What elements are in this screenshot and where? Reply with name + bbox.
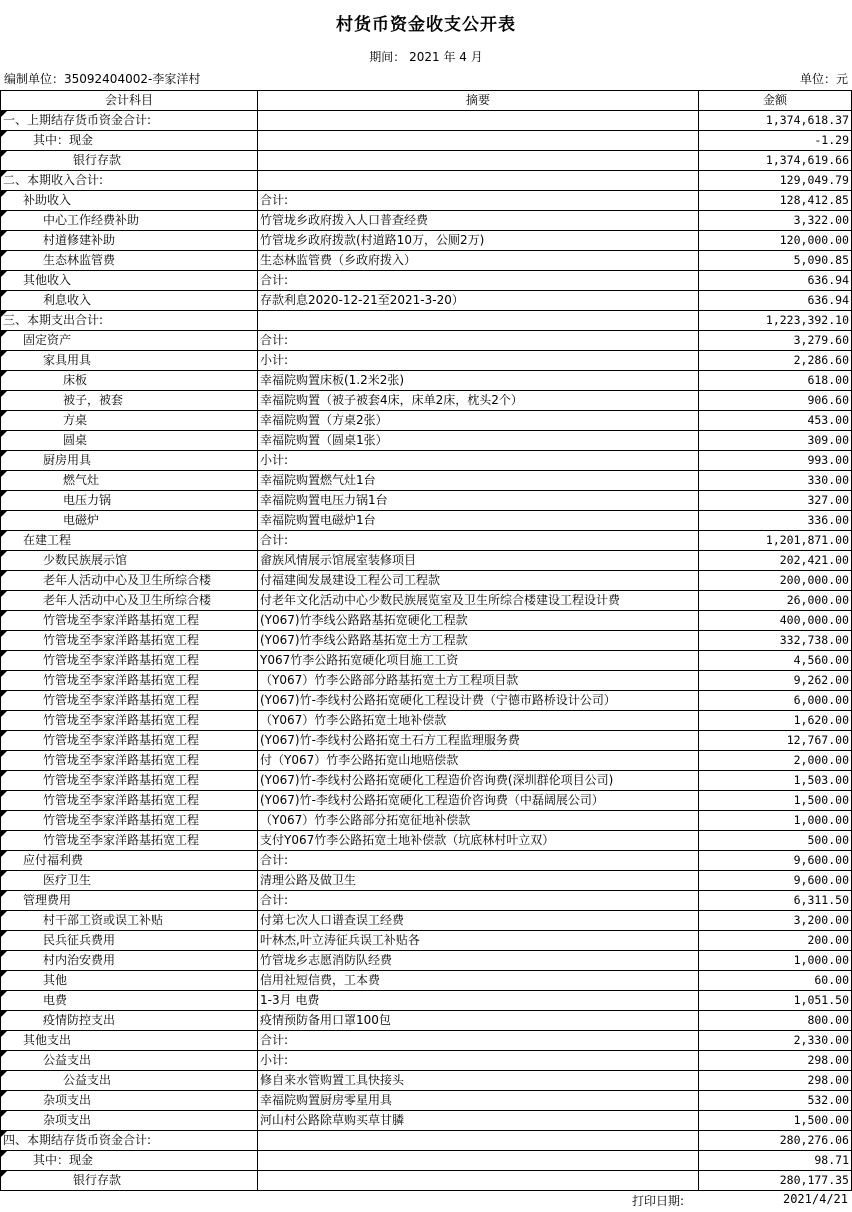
amount-cell: 336.00 xyxy=(699,511,852,531)
amount-cell: 1,500.00 xyxy=(699,1111,852,1131)
table-row xyxy=(1,491,852,511)
account-cell: 生态林监管费 xyxy=(1,251,258,271)
amount-cell: 2,000.00 xyxy=(699,751,852,771)
table-row xyxy=(1,1091,852,1111)
summary-cell: 小计: xyxy=(258,1051,699,1071)
table-row xyxy=(1,611,852,631)
summary-cell: 竹管垅乡政府拨入人口普查经费 xyxy=(258,211,699,231)
amount-cell: 200,000.00 xyxy=(699,571,852,591)
account-cell: 四、本期结存货币资金合计: xyxy=(1,1131,258,1151)
account-cell: 医疗卫生 xyxy=(1,871,258,891)
summary-cell: 竹管垅乡政府拨款(村道路10万，公厕2万) xyxy=(258,231,699,251)
table-row xyxy=(1,451,852,471)
amount-cell: 1,000.00 xyxy=(699,951,852,971)
table-row xyxy=(1,711,852,731)
summary-cell: 幸福院购置电压力锅1台 xyxy=(258,491,699,511)
amount-cell: 280,177.35 xyxy=(699,1171,852,1191)
account-cell: 燃气灶 xyxy=(1,471,258,491)
summary-cell: 疫情预防备用口罩100包 xyxy=(258,1011,699,1031)
table-row xyxy=(1,131,852,151)
amount-cell: 1,223,392.10 xyxy=(699,311,852,331)
table-row xyxy=(1,391,852,411)
summary-cell: 付（Y067）竹李公路拓宽山地赔偿款 xyxy=(258,751,699,771)
amount-cell: 1,201,871.00 xyxy=(699,531,852,551)
table-row xyxy=(1,951,852,971)
compiling-unit: 编制单位：35092404002-李家洋村 xyxy=(4,72,201,86)
table-row xyxy=(1,631,852,651)
summary-cell: Y067竹李公路拓宽硬化项目施工工资 xyxy=(258,651,699,671)
print-date: 2021/4/21 xyxy=(782,1192,848,1206)
summary-cell: 幸福院购置（方桌2张） xyxy=(258,411,699,431)
amount-cell: 3,200.00 xyxy=(699,911,852,931)
amount-cell: 129,049.79 xyxy=(699,171,852,191)
table-row xyxy=(1,1131,852,1151)
account-cell: 杂项支出 xyxy=(1,1111,258,1131)
account-cell: 老年人活动中心及卫生所综合楼 xyxy=(1,591,258,611)
table-row xyxy=(1,851,852,871)
account-cell: 老年人活动中心及卫生所综合楼 xyxy=(1,571,258,591)
amount-cell: 400,000.00 xyxy=(699,611,852,631)
account-cell: 竹管垅至李家洋路基拓宽工程 xyxy=(1,691,258,711)
table-row xyxy=(1,191,852,211)
amount-cell: 453.00 xyxy=(699,411,852,431)
summary-cell: (Y067)竹-李线村公路拓宽土石方工程监理服务费 xyxy=(258,731,699,751)
summary-cell: (Y067)竹-李线村公路拓宽硬化工程造价咨询费（中磊阔展公司） xyxy=(258,791,699,811)
account-cell: 床板 xyxy=(1,371,258,391)
amount-cell: 1,503.00 xyxy=(699,771,852,791)
table-row xyxy=(1,591,852,611)
account-cell: 竹管垅至李家洋路基拓宽工程 xyxy=(1,791,258,811)
amount-cell: 1,051.50 xyxy=(699,991,852,1011)
table-row xyxy=(1,271,852,291)
account-cell: 其中：现金 xyxy=(1,1151,258,1171)
summary-cell xyxy=(258,1131,699,1151)
amount-cell: 906.60 xyxy=(699,391,852,411)
summary-cell: 合计: xyxy=(258,851,699,871)
account-cell: 三、本期支出合计: xyxy=(1,311,258,331)
summary-cell xyxy=(258,1151,699,1171)
table-row xyxy=(1,171,852,191)
summary-cell: 幸福院购置厨房零星用具 xyxy=(258,1091,699,1111)
table-row xyxy=(1,811,852,831)
account-cell: 补助收入 xyxy=(1,191,258,211)
amount-cell: 636.94 xyxy=(699,291,852,311)
table-row xyxy=(1,471,852,491)
table-row xyxy=(1,651,852,671)
table-row xyxy=(1,1151,852,1171)
table-row xyxy=(1,1171,852,1191)
amount-cell: 618.00 xyxy=(699,371,852,391)
amount-cell: 330.00 xyxy=(699,471,852,491)
table-row xyxy=(1,431,852,451)
table-row xyxy=(1,931,852,951)
account-cell: 其他 xyxy=(1,971,258,991)
table-row xyxy=(1,411,852,431)
table-row xyxy=(1,531,852,551)
currency-unit: 单位：元 xyxy=(799,72,848,86)
summary-cell: 河山村公路除草购买草甘膦 xyxy=(258,1111,699,1131)
table-row xyxy=(1,691,852,711)
table-row xyxy=(1,1111,852,1131)
account-cell: 竹管垅至李家洋路基拓宽工程 xyxy=(1,751,258,771)
account-cell: 村干部工资或误工补贴 xyxy=(1,911,258,931)
account-cell: 应付福利费 xyxy=(1,851,258,871)
table-row xyxy=(1,231,852,251)
amount-cell: 280,276.06 xyxy=(699,1131,852,1151)
amount-cell: 1,374,619.66 xyxy=(699,151,852,171)
account-cell: 管理费用 xyxy=(1,891,258,911)
summary-cell: 幸福院购置电磁炉1台 xyxy=(258,511,699,531)
amount-cell: 309.00 xyxy=(699,431,852,451)
account-cell: 竹管垅至李家洋路基拓宽工程 xyxy=(1,671,258,691)
account-cell: 在建工程 xyxy=(1,531,258,551)
amount-cell: 327.00 xyxy=(699,491,852,511)
print-date-label: 打印日期: xyxy=(632,1194,685,1208)
account-cell: 竹管垅至李家洋路基拓宽工程 xyxy=(1,811,258,831)
table-row xyxy=(1,911,852,931)
table-row xyxy=(1,751,852,771)
table-row xyxy=(1,211,852,231)
account-cell: 竹管垅至李家洋路基拓宽工程 xyxy=(1,651,258,671)
summary-cell: 合计: xyxy=(258,531,699,551)
table-row xyxy=(1,1031,852,1051)
summary-cell xyxy=(258,311,699,331)
summary-cell: 合计: xyxy=(258,191,699,211)
amount-cell: 120,000.00 xyxy=(699,231,852,251)
account-cell: 村内治安费用 xyxy=(1,951,258,971)
table-row xyxy=(1,671,852,691)
account-cell: 一、上期结存货币资金合计: xyxy=(1,111,258,131)
account-cell: 公益支出 xyxy=(1,1071,258,1091)
summary-cell: (Y067)竹李线公路路基拓宽土方工程款 xyxy=(258,631,699,651)
account-cell: 竹管垅至李家洋路基拓宽工程 xyxy=(1,611,258,631)
summary-cell: 付福建闽发晟建设工程公司工程款 xyxy=(258,571,699,591)
table-row xyxy=(1,511,852,531)
amount-cell: 993.00 xyxy=(699,451,852,471)
amount-cell: 9,262.00 xyxy=(699,671,852,691)
summary-cell xyxy=(258,131,699,151)
account-cell: 其中：现金 xyxy=(1,131,258,151)
table-row xyxy=(1,571,852,591)
amount-cell: 60.00 xyxy=(699,971,852,991)
account-cell: 家具用具 xyxy=(1,351,258,371)
account-cell: 厨房用具 xyxy=(1,451,258,471)
amount-cell: 26,000.00 xyxy=(699,591,852,611)
account-cell: 利息收入 xyxy=(1,291,258,311)
account-cell: 公益支出 xyxy=(1,1051,258,1071)
table-row xyxy=(1,871,852,891)
summary-cell xyxy=(258,171,699,191)
amount-cell: 6,000.00 xyxy=(699,691,852,711)
report-title: 村货币资金收支公开表 xyxy=(336,15,516,35)
account-cell: 竹管垅至李家洋路基拓宽工程 xyxy=(1,631,258,651)
account-cell: 杂项支出 xyxy=(1,1091,258,1111)
amount-cell: 1,000.00 xyxy=(699,811,852,831)
amount-cell: 200.00 xyxy=(699,931,852,951)
account-cell: 电压力锅 xyxy=(1,491,258,511)
summary-cell: 幸福院购置燃气灶1台 xyxy=(258,471,699,491)
table-row xyxy=(1,331,852,351)
amount-cell: -1.29 xyxy=(699,131,852,151)
ledger-table xyxy=(0,90,852,1191)
summary-cell: 小计: xyxy=(258,451,699,471)
amount-cell: 3,322.00 xyxy=(699,211,852,231)
account-cell: 方桌 xyxy=(1,411,258,431)
amount-cell: 532.00 xyxy=(699,1091,852,1111)
account-cell: 银行存款 xyxy=(1,1171,258,1191)
summary-cell xyxy=(258,111,699,131)
summary-cell xyxy=(258,151,699,171)
summary-cell: 合计: xyxy=(258,1031,699,1051)
summary-cell: 付第七次人口谱查误工经费 xyxy=(258,911,699,931)
summary-cell: (Y067)竹-李线村公路拓宽硬化工程造价咨询费(深圳群伦项目公司) xyxy=(258,771,699,791)
table-row xyxy=(1,551,852,571)
summary-cell: （Y067）竹李公路部分路基拓宽土方工程项目款 xyxy=(258,671,699,691)
summary-cell xyxy=(258,1171,699,1191)
amount-cell: 4,560.00 xyxy=(699,651,852,671)
summary-cell: （Y067）竹李公路拓宽土地补偿款 xyxy=(258,711,699,731)
account-cell: 被子，被套 xyxy=(1,391,258,411)
summary-cell: 生态林监管费（乡政府拨入） xyxy=(258,251,699,271)
account-cell: 固定资产 xyxy=(1,331,258,351)
amount-cell: 1,374,618.37 xyxy=(699,111,852,131)
header-summary: 摘要 xyxy=(258,91,699,111)
amount-cell: 3,279.60 xyxy=(699,331,852,351)
amount-cell: 9,600.00 xyxy=(699,851,852,871)
table-header-row xyxy=(1,91,852,111)
table-row xyxy=(1,831,852,851)
header-account: 会计科目 xyxy=(1,91,258,111)
summary-cell: 小计: xyxy=(258,351,699,371)
summary-cell: 竹管垅乡志愿消防队经费 xyxy=(258,951,699,971)
summary-cell: 叶林杰,叶立涛征兵误工补贴各 xyxy=(258,931,699,951)
amount-cell: 1,500.00 xyxy=(699,791,852,811)
account-cell: 竹管垅至李家洋路基拓宽工程 xyxy=(1,831,258,851)
amount-cell: 1,620.00 xyxy=(699,711,852,731)
table-row xyxy=(1,371,852,391)
table-row xyxy=(1,151,852,171)
summary-cell: 付老年文化活动中心少数民族展览室及卫生所综合楼建设工程设计费 xyxy=(258,591,699,611)
table-row xyxy=(1,251,852,271)
amount-cell: 298.00 xyxy=(699,1051,852,1071)
amount-cell: 800.00 xyxy=(699,1011,852,1031)
account-cell: 中心工作经费补助 xyxy=(1,211,258,231)
account-cell: 圆桌 xyxy=(1,431,258,451)
header-amount: 金额 xyxy=(699,91,852,111)
amount-cell: 12,767.00 xyxy=(699,731,852,751)
summary-cell: （Y067）竹李公路部分拓宽征地补偿款 xyxy=(258,811,699,831)
amount-cell: 298.00 xyxy=(699,1071,852,1091)
account-cell: 其他收入 xyxy=(1,271,258,291)
account-cell: 电磁炉 xyxy=(1,511,258,531)
account-cell: 民兵征兵费用 xyxy=(1,931,258,951)
table-row xyxy=(1,311,852,331)
amount-cell: 500.00 xyxy=(699,831,852,851)
account-cell: 少数民族展示馆 xyxy=(1,551,258,571)
account-cell: 电费 xyxy=(1,991,258,1011)
table-row xyxy=(1,891,852,911)
summary-cell: 畲族风情展示馆展室装修项目 xyxy=(258,551,699,571)
amount-cell: 332,738.00 xyxy=(699,631,852,651)
summary-cell: 合计: xyxy=(258,271,699,291)
report-period: 期间： 2021 年 4 月 xyxy=(369,50,483,64)
summary-cell: 1-3月 电费 xyxy=(258,991,699,1011)
table-row xyxy=(1,351,852,371)
amount-cell: 9,600.00 xyxy=(699,871,852,891)
amount-cell: 98.71 xyxy=(699,1151,852,1171)
account-cell: 竹管垅至李家洋路基拓宽工程 xyxy=(1,731,258,751)
amount-cell: 636.94 xyxy=(699,271,852,291)
amount-cell: 2,330.00 xyxy=(699,1031,852,1051)
summary-cell: 幸福院购置床板(1.2米2张) xyxy=(258,371,699,391)
ledger-body xyxy=(1,111,852,1191)
account-cell: 二、本期收入合计: xyxy=(1,171,258,191)
table-row xyxy=(1,111,852,131)
summary-cell: (Y067)竹-李线村公路拓宽硬化工程设计费（宁德市路桥设计公司） xyxy=(258,691,699,711)
summary-cell: 幸福院购置（圆桌1张） xyxy=(258,431,699,451)
summary-cell: 幸福院购置（被子被套4床，床单2床，枕头2个） xyxy=(258,391,699,411)
summary-cell: (Y067)竹李线公路路基拓宽硬化工程款 xyxy=(258,611,699,631)
summary-cell: 合计: xyxy=(258,331,699,351)
amount-cell: 128,412.85 xyxy=(699,191,852,211)
amount-cell: 5,090.85 xyxy=(699,251,852,271)
amount-cell: 202,421.00 xyxy=(699,551,852,571)
table-row xyxy=(1,971,852,991)
account-cell: 村道修建补助 xyxy=(1,231,258,251)
table-row xyxy=(1,291,852,311)
summary-cell: 信用社短信费，工本费 xyxy=(258,971,699,991)
table-row xyxy=(1,731,852,751)
summary-cell: 清理公路及做卫生 xyxy=(258,871,699,891)
summary-cell: 支付Y067竹李公路拓宽土地补偿款（坑底林村叶立双） xyxy=(258,831,699,851)
amount-cell: 2,286.60 xyxy=(699,351,852,371)
account-cell: 竹管垅至李家洋路基拓宽工程 xyxy=(1,771,258,791)
account-cell: 银行存款 xyxy=(1,151,258,171)
table-row xyxy=(1,1071,852,1091)
amount-cell: 6,311.50 xyxy=(699,891,852,911)
summary-cell: 修自来水管购置工具快接头 xyxy=(258,1071,699,1091)
summary-cell: 存款利息2020-12-21至2021-3-20） xyxy=(258,291,699,311)
table-row xyxy=(1,791,852,811)
account-cell: 竹管垅至李家洋路基拓宽工程 xyxy=(1,711,258,731)
table-row xyxy=(1,991,852,1011)
account-cell: 其他支出 xyxy=(1,1031,258,1051)
table-row xyxy=(1,1011,852,1031)
summary-cell: 合计: xyxy=(258,891,699,911)
table-row xyxy=(1,771,852,791)
account-cell: 疫情防控支出 xyxy=(1,1011,258,1031)
table-row xyxy=(1,1051,852,1071)
